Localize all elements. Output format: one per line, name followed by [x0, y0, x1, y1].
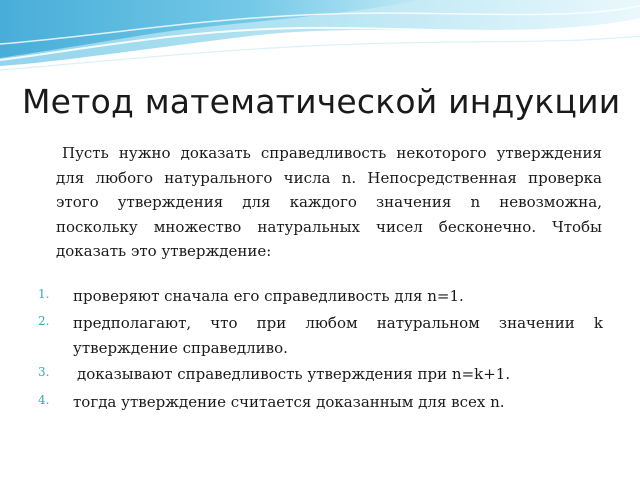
list-number: 4. [38, 393, 50, 407]
list-item-text: предполагают, что при любом натуральном значении k утверждение справедливо. [73, 314, 603, 357]
slide-title: Метод математической индукции [22, 82, 621, 121]
list-item-text: доказывают справедливость утверждения при n=k+1. [77, 365, 511, 383]
list-item-text: тогда утверждение считается доказанным для всех n. [73, 393, 505, 411]
list-number: 1. [38, 287, 50, 301]
list-number: 2. [38, 314, 50, 328]
header-wave-decoration [0, 0, 640, 80]
list-item-text: проверяют сначала его справедливость для n=1. [73, 287, 464, 305]
intro-paragraph: Пусть нужно доказать справедливость некоторого утверждения для любого натурального числа n. Непосредственная проверка этого утверждения для каждого значения n невозможна, поскольку множество натуральных чисел бесконечно. Чтобы доказать это утверждение: [56, 144, 602, 261]
list-number: 3. [38, 365, 50, 379]
